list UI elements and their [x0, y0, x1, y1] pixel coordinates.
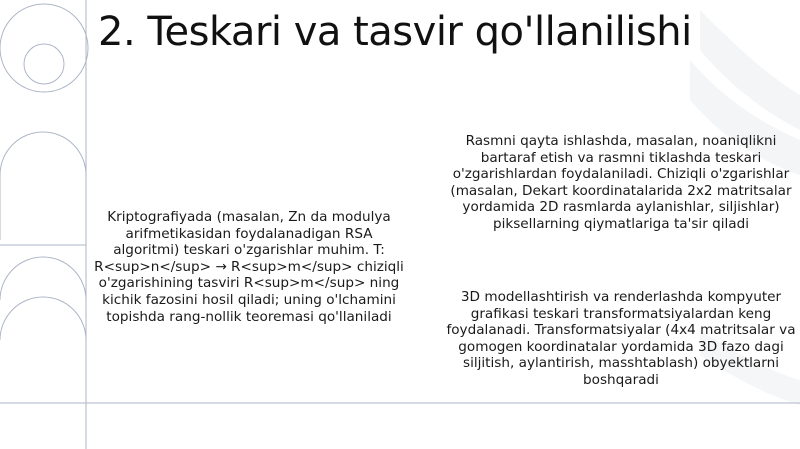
right-paragraph-3d-graphics: 3D modellashtirish va renderlashda kompyuter grafikasi teskari transformatsiyalardan keng foydalanadi. Transformatsiyalar (4x4 matritsalar va gomogen koordinatalar yordamida 3D fazo dagi siljitish, aylantirish, masshtablash) obyektlarni boshqaradi [446, 289, 796, 388]
arch-lower [0, 297, 86, 340]
right-paragraph-image-processing: Rasmni qayta ishlashda, masalan, noaniqlikni bartaraf etish va rasmni tiklashda teskari o'zgarishlardan foydalaniladi. Chiziqli o'zgarishlar (masalan, Dekart koordinatalarida 2x2 matritsalar yordamida 2D rasmlarda aylanishlar, siljishlar) piksellarning qiymatlariga ta'sir qiladi [450, 133, 792, 232]
slide-title: 2. Teskari va tasvir qo'llanilishi [98, 9, 692, 55]
left-paragraph: Kriptografiyada (masalan, Zn da modulya arifmetikasidan foydalanadigan RSA algoritmi) teskari o'zgarishlar muhim. T: R<sup>n</sup> → R<sup>m</sup> chiziqli o'zgarishining tasviri R<sup>m</sup> ning kichik fazosini hosil qiladi; uning o'lchamini topishda rang-nollik teoremasi qo'llaniladi [94, 209, 404, 325]
circle-large [0, 4, 88, 92]
arch-upper [0, 132, 86, 240]
circle-small [24, 44, 64, 84]
arch-mid [0, 257, 86, 300]
